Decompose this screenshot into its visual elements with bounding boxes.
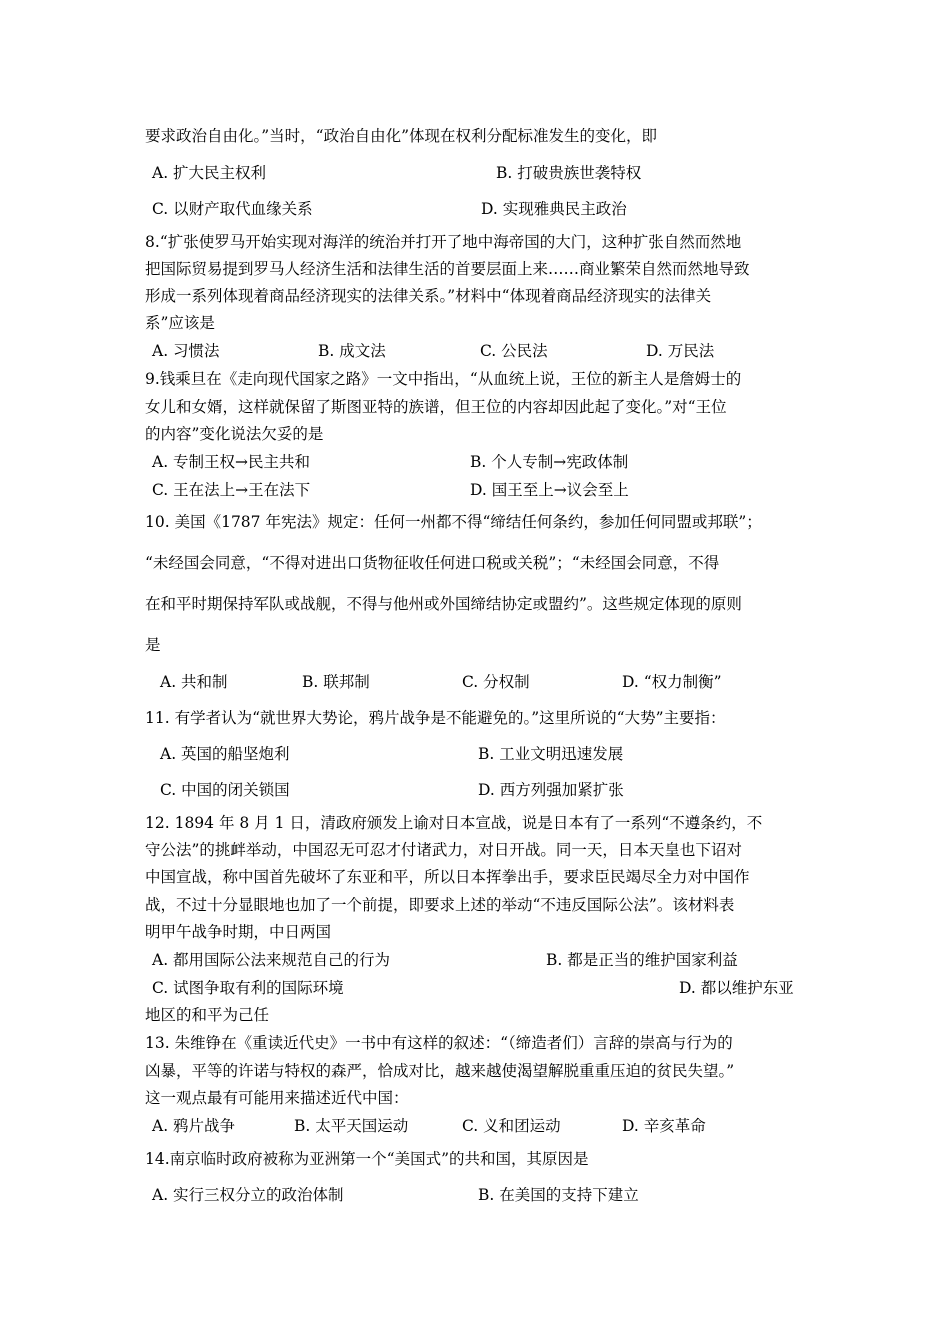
q12-stem-line: 明甲午战争时期，中日两国 [145, 923, 332, 941]
q14-option-b: B. 在美国的支持下建立 [478, 1186, 639, 1204]
q8-stem-line: 系”应该是 [145, 314, 215, 332]
q8-option-d: D. 万民法 [646, 342, 715, 360]
q7-option-c: C. 以财产取代血缘关系 [152, 200, 313, 218]
q12-option-d: D. 都以维护东亚 [679, 979, 794, 997]
q11-option-d: D. 西方列强加紧扩张 [478, 781, 624, 799]
q8-stem-line: 8.“扩张使罗马开始实现对海洋的统治并打开了地中海帝国的大门，这种扩张自然而然地 [145, 233, 742, 251]
q12-stem-line: 守公法”的挑衅举动，中国忍无可忍才付诸武力，对日开战。同一天，日本天皇也下诏对 [145, 841, 742, 859]
q12-option-b: B. 都是正当的维护国家利益 [546, 951, 738, 969]
q10-stem-line: 在和平时期保持军队或战舰，不得与他州或外国缔结协定或盟约”。这些规定体现的原则 [145, 595, 742, 613]
q7-option-a: A. 扩大民主权利 [152, 164, 267, 182]
q12-option-a: A. 都用国际公法来规范自己的行为 [152, 951, 391, 969]
q13-option-a: A. 鸦片战争 [152, 1117, 236, 1135]
q12-option-c: C. 试图争取有利的国际环境 [152, 979, 344, 997]
q8-option-c: C. 公民法 [480, 342, 548, 360]
q11-option-a: A. 英国的船坚炮利 [160, 745, 290, 763]
q13-stem-line: 凶暴，平等的许诺与特权的森严，恰成对比，越来越使渴望解脱重重压迫的贫民失望。” [145, 1062, 735, 1080]
q7-stem-line: 要求政治自由化。”当时，“政治自由化”体现在权利分配标准发生的变化，即 [145, 127, 658, 145]
q10-option-a: A. 共和制 [160, 673, 228, 691]
q9-option-d: D. 国王至上→议会至上 [470, 481, 629, 499]
q7-option-b: B. 打破贵族世袭特权 [496, 164, 642, 182]
q8-stem-line: 形成一系列体现着商品经济现实的法律关系。”材料中“体现着商品经济现实的法律关 [145, 287, 712, 305]
q9-stem-line: 女儿和女婿，这样就保留了斯图亚特的族谱，但王位的内容却因此起了变化。”对“王位 [145, 398, 727, 416]
q12-stem-line: 12. 1894 年 8 月 1 日，清政府颁发上谕对日本宣战，说是日本有了一系列“不遵条约，不 [145, 814, 763, 832]
q8-option-a: A. 习惯法 [152, 342, 220, 360]
q9-stem-line: 的内容”变化说法欠妥的是 [145, 425, 324, 443]
q12-stem-line: 战，不过十分显眼地也加了一个前提，即要求上述的举动“不违反国际公法”。该材料表 [145, 896, 735, 914]
q13-option-c: C. 义和团运动 [462, 1117, 561, 1135]
q10-stem-line: 是 [145, 636, 161, 654]
q8-option-b: B. 成文法 [318, 342, 386, 360]
q14-option-a: A. 实行三权分立的政治体制 [152, 1186, 344, 1204]
q13-stem-line: 13. 朱维铮在《重读近代史》一书中有这样的叙述：“（缔造者们）言辞的崇高与行为的 [145, 1034, 733, 1052]
q12-option-d-continuation: 地区的和平为己任 [145, 1006, 270, 1024]
q9-option-a: A. 专制王权→民主共和 [152, 453, 311, 471]
q9-option-c: C. 王在法上→王在法下 [152, 481, 311, 499]
q13-option-d: D. 辛亥革命 [622, 1117, 706, 1135]
q14-stem-line: 14.南京临时政府被称为亚洲第一个“美国式”的共和国，其原因是 [145, 1150, 589, 1168]
q10-option-c: C. 分权制 [462, 673, 530, 691]
q11-option-c: C. 中国的闭关锁国 [160, 781, 290, 799]
q11-stem-line: 11. 有学者认为“就世界大势论，鸦片战争是不能避免的。”这里所说的“大势”主要指： [145, 709, 726, 727]
q9-stem-line: 9.钱乘旦在《走向现代国家之路》一文中指出，“从血统上说，王位的新主人是詹姆士的 [145, 370, 742, 388]
q10-stem-line: 10. 美国《1787 年宪法》规定：任何一州都不得“缔结任何条约，参加任何同盟或邦联”； [145, 513, 762, 531]
q12-stem-line: 中国宣战，称中国首先破坏了东亚和平，所以日本挥拳出手，要求臣民竭尽全力对中国作 [145, 868, 750, 886]
q13-stem-line: 这一观点最有可能用来描述近代中国： [145, 1089, 409, 1107]
q8-stem-line: 把国际贸易提到罗马人经济生活和法律生活的首要层面上来……商业繁荣自然而然地导致 [145, 260, 750, 278]
q10-option-d: D. “权力制衡” [622, 673, 722, 691]
q13-option-b: B. 太平天国运动 [294, 1117, 409, 1135]
q9-option-b: B. 个人专制→宪政体制 [470, 453, 629, 471]
q11-option-b: B. 工业文明迅速发展 [478, 745, 624, 763]
q7-option-d: D. 实现雅典民主政治 [481, 200, 627, 218]
q10-stem-line: “未经国会同意，“不得对进出口货物征收任何进口税或关税”；“未经国会同意，不得 [145, 554, 720, 572]
q10-option-b: B. 联邦制 [302, 673, 370, 691]
